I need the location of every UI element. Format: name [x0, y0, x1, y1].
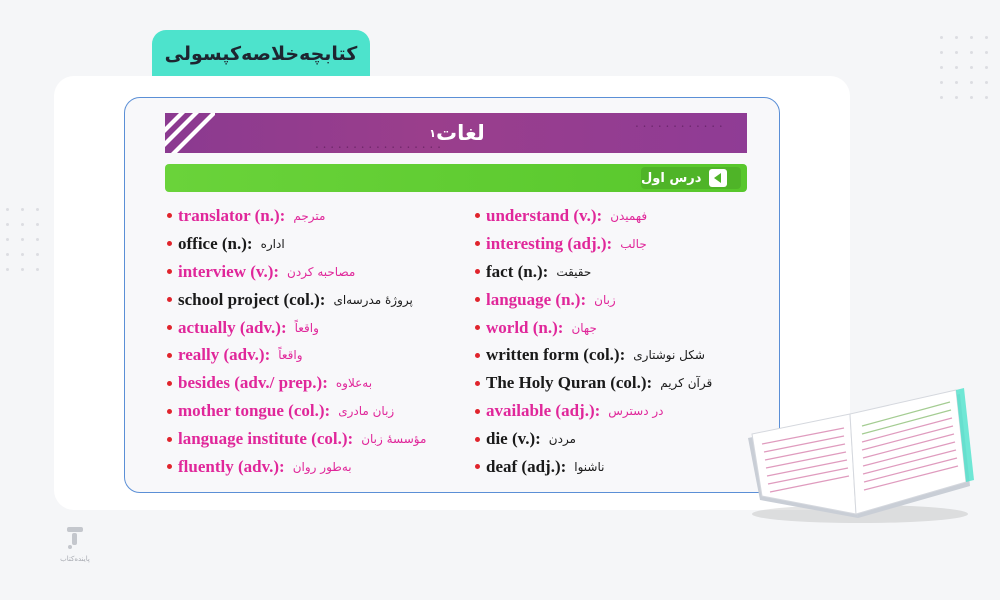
- bullet-icon: [475, 213, 480, 218]
- vocab-meaning: مؤسسهٔ زبان: [361, 432, 427, 447]
- vocab-meaning: در دسترس: [608, 404, 664, 419]
- vocab-term: school project (col.):: [178, 289, 326, 309]
- decorative-dot: [940, 96, 943, 99]
- vocab-term: translator (n.):: [178, 205, 286, 225]
- vocab-item: [167, 397, 426, 425]
- vocab-term: interesting (adj.):: [486, 233, 613, 253]
- vocab-meaning: مصاحبه کردن: [287, 264, 356, 279]
- vocab-meaning: جالب: [620, 236, 647, 251]
- bullet-icon: [475, 464, 480, 469]
- decorative-dot: [36, 253, 39, 256]
- vocab-meaning: واقعاً: [294, 320, 319, 335]
- vocab-item: [167, 230, 426, 258]
- decorative-dot: [21, 253, 24, 256]
- footnote-mark: ۱: [429, 126, 436, 140]
- bullet-icon: [475, 297, 480, 302]
- bleed-through-text-decoration: . . . . . . . . . . . . . . . . .: [315, 137, 441, 151]
- bullet-icon: [167, 409, 172, 414]
- decorative-dot: [985, 36, 988, 39]
- vocab-meaning: قرآن کریم: [660, 376, 713, 391]
- vocab-item: [167, 258, 426, 286]
- vocab-meaning: شکل نوشتاری: [633, 348, 705, 363]
- bullet-icon: [475, 353, 480, 358]
- decorative-dot: [970, 36, 973, 39]
- vocab-item: [475, 202, 712, 230]
- vocab-meaning: به‌طور روان: [292, 459, 352, 474]
- decorative-dot: [955, 51, 958, 54]
- vocab-item: [167, 314, 426, 342]
- vocab-column-left: [167, 202, 426, 481]
- vocabulary-panel: [124, 97, 780, 493]
- decorative-dot: [21, 223, 24, 226]
- decorative-dot: [985, 51, 988, 54]
- vocab-term: office (n.):: [178, 233, 253, 253]
- vocab-term: understand (v.):: [486, 205, 603, 225]
- vocab-term: The Holy Quran (col.):: [486, 373, 653, 393]
- decorative-dot: [6, 208, 9, 211]
- decorative-dot: [955, 96, 958, 99]
- vocab-item: [167, 286, 426, 314]
- vocab-meaning: حقیقت: [556, 264, 592, 279]
- decorative-dot: [955, 66, 958, 69]
- header-tab-label: کتابچه‌خلاصه‌کپسولی: [164, 43, 358, 65]
- bullet-icon: [167, 241, 172, 246]
- bullet-icon: [167, 353, 172, 358]
- vocab-term: die (v.):: [486, 429, 541, 449]
- vocab-meaning: زبان مادری: [338, 404, 395, 419]
- bullet-icon: [167, 297, 172, 302]
- decorative-dot: [36, 238, 39, 241]
- vocab-item: [475, 453, 712, 481]
- play-icon: [709, 169, 727, 187]
- bullet-icon: [475, 241, 480, 246]
- vocab-term: fact (n.):: [486, 261, 549, 281]
- decorative-dot: [970, 51, 973, 54]
- bullet-icon: [475, 325, 480, 330]
- decorative-dot: [21, 268, 24, 271]
- vocab-term: language (n.):: [486, 289, 587, 309]
- vocab-item: [475, 314, 712, 342]
- vocab-meaning: اداره: [260, 236, 285, 251]
- vocab-item: [475, 369, 712, 397]
- publisher-logo: [55, 525, 95, 575]
- vocab-term: written form (col.):: [486, 345, 626, 365]
- publisher-logo-text: پاینده‌کتاب: [60, 555, 90, 563]
- bullet-icon: [475, 381, 480, 386]
- header-tab: [152, 30, 370, 78]
- lesson-label: [641, 167, 741, 189]
- bullet-icon: [167, 437, 172, 442]
- decorative-dot: [970, 66, 973, 69]
- decorative-dot: [21, 238, 24, 241]
- vocab-item: [167, 341, 426, 369]
- decorative-dot: [985, 81, 988, 84]
- decorative-dot: [6, 238, 9, 241]
- publisher-logo-icon: [64, 525, 86, 551]
- decorative-dot: [985, 96, 988, 99]
- vocab-meaning: ناشنوا: [574, 459, 605, 474]
- bullet-icon: [475, 409, 480, 414]
- vocab-term: really (adv.):: [178, 345, 271, 365]
- decorative-dot: [6, 253, 9, 256]
- decorative-dot: [21, 208, 24, 211]
- vocab-term: actually (adv.):: [178, 317, 287, 337]
- decorative-dot: [985, 66, 988, 69]
- decorative-dot: [955, 36, 958, 39]
- decorative-dot: [6, 268, 9, 271]
- vocab-item: [475, 286, 712, 314]
- bullet-icon: [167, 213, 172, 218]
- vocab-term: fluently (adv.):: [178, 456, 285, 476]
- vocab-meaning: پروژهٔ مدرسه‌ای: [333, 292, 413, 307]
- title-bar: [165, 113, 747, 153]
- decorative-dot: [940, 51, 943, 54]
- vocab-meaning: فهمیدن: [610, 208, 648, 223]
- bullet-icon: [167, 325, 172, 330]
- vocab-term: besides (adv./ prep.):: [178, 373, 328, 393]
- bullet-icon: [475, 269, 480, 274]
- decorative-dot: [36, 268, 39, 271]
- vocab-item: [475, 258, 712, 286]
- vocab-meaning: به‌علاوه: [335, 376, 373, 391]
- decorative-dot: [36, 223, 39, 226]
- vocab-term: deaf (adj.):: [486, 456, 567, 476]
- vocab-item: [475, 341, 712, 369]
- decorative-dot: [970, 81, 973, 84]
- vocab-column-right: [475, 202, 712, 481]
- page-title: [165, 113, 747, 153]
- decorative-dot: [940, 81, 943, 84]
- vocab-meaning: واقعاً: [278, 348, 303, 363]
- vocab-item: [167, 453, 426, 481]
- open-book-illustration: [738, 378, 978, 528]
- page-title-text: لغات: [436, 121, 485, 145]
- lesson-label-text: درس اول: [641, 170, 702, 186]
- vocab-term: interview (v.):: [178, 261, 280, 281]
- vocab-item: [167, 202, 426, 230]
- vocab-item: [167, 369, 426, 397]
- decorative-dot: [36, 208, 39, 211]
- bleed-through-text-decoration: . . . . . . . . . . . .: [635, 116, 723, 130]
- decorative-dot: [970, 96, 973, 99]
- bullet-icon: [167, 269, 172, 274]
- bullet-icon: [475, 437, 480, 442]
- bullet-icon: [167, 464, 172, 469]
- vocab-item: [167, 425, 426, 453]
- vocab-term: mother tongue (col.):: [178, 401, 331, 421]
- decorative-dot: [6, 223, 9, 226]
- bullet-icon: [167, 381, 172, 386]
- vocab-term: world (n.):: [486, 317, 564, 337]
- lesson-bar: [165, 164, 747, 192]
- decorative-dot: [940, 36, 943, 39]
- decorative-dot: [940, 66, 943, 69]
- vocab-meaning: زبان: [594, 292, 616, 307]
- decorative-dot: [955, 81, 958, 84]
- vocab-item: [475, 397, 712, 425]
- vocab-meaning: مترجم: [293, 208, 326, 223]
- vocab-term: available (adj.):: [486, 401, 601, 421]
- vocab-meaning: جهان: [571, 320, 597, 335]
- vocab-item: [475, 425, 712, 453]
- vocab-item: [475, 230, 712, 258]
- vocab-meaning: مردن: [548, 432, 576, 447]
- vocab-term: language institute (col.):: [178, 429, 354, 449]
